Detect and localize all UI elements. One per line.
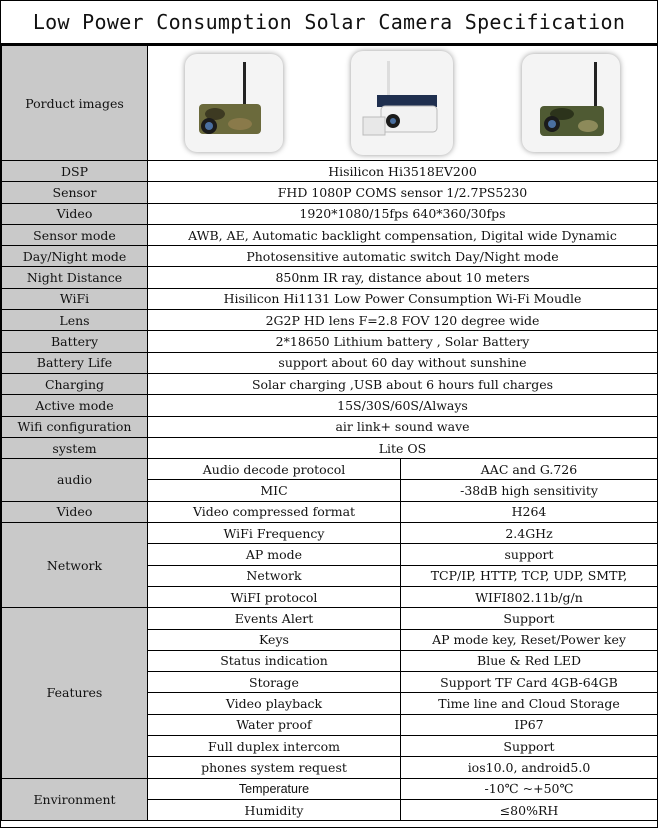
table-row (2, 608, 658, 629)
camera-green-camo-image (522, 54, 620, 152)
item-name: WiFI protocol (148, 586, 401, 607)
row-value: Hisilicon Hi3518EV200 (148, 161, 658, 182)
item-name: MIC (148, 480, 401, 501)
group-label-audio: audio (2, 459, 148, 502)
item-name: Audio decode protocol (148, 459, 401, 480)
row-value: 2G2P HD lens F=2.8 FOV 120 degree wide (148, 310, 658, 331)
row-label: Day/Night mode (2, 246, 148, 267)
table-row (2, 352, 658, 373)
table-row (2, 331, 658, 352)
group-label-network: Network (2, 523, 148, 608)
item-value: -38dB high sensitivity (401, 480, 658, 501)
item-value: AAC and G.726 (401, 459, 658, 480)
row-label: Porduct images (2, 46, 148, 161)
row-label: Wifi configuration (2, 416, 148, 437)
item-value: Support TF Card 4GB-64GB (401, 672, 658, 693)
table-row (2, 416, 658, 437)
item-value: support (401, 544, 658, 565)
item-value: AP mode key, Reset/Power key (401, 629, 658, 650)
row-value: 1920*1080/15fps 640*360/30fps (148, 203, 658, 224)
item-value: Time line and Cloud Storage (401, 693, 658, 714)
item-value: Blue & Red LED (401, 650, 658, 671)
item-name: phones system request (148, 757, 401, 778)
table-row (2, 46, 658, 161)
table-row (2, 459, 658, 480)
camera-camo-image (185, 54, 283, 152)
item-name: Status indication (148, 650, 401, 671)
item-value: IP67 (401, 714, 658, 735)
row-value: support about 60 day without sunshine (148, 352, 658, 373)
item-value: ios10.0, android5.0 (401, 757, 658, 778)
item-name: Temperature (148, 778, 401, 799)
row-label: Sensor (2, 182, 148, 203)
group-label-video: Video (2, 501, 148, 522)
item-name: Video compressed format (148, 501, 401, 522)
row-label: Battery (2, 331, 148, 352)
item-value: Support (401, 608, 658, 629)
table-row (2, 288, 658, 309)
item-value: 2.4GHz (401, 523, 658, 544)
row-label: Night Distance (2, 267, 148, 288)
item-name: Events Alert (148, 608, 401, 629)
row-value: 850nm IR ray, distance about 10 meters (148, 267, 658, 288)
item-value: TCP/IP, HTTP, TCP, UDP, SMTP, (401, 565, 658, 586)
row-value: FHD 1080P COMS sensor 1/2.7PS5230 (148, 182, 658, 203)
table-row (2, 224, 658, 245)
item-name: Video playback (148, 693, 401, 714)
table-row (2, 395, 658, 416)
table-row (2, 310, 658, 331)
row-value: air link+ sound wave (148, 416, 658, 437)
table-row (2, 161, 658, 182)
table-row (2, 203, 658, 224)
table-row (2, 501, 658, 522)
item-name: Network (148, 565, 401, 586)
row-label: system (2, 437, 148, 458)
item-name: Full duplex intercom (148, 736, 401, 757)
item-value: WIFI802.11b/g/n (401, 586, 658, 607)
item-name: AP mode (148, 544, 401, 565)
group-label-features: Features (2, 608, 148, 778)
item-name: Water proof (148, 714, 401, 735)
item-name: WiFi Frequency (148, 523, 401, 544)
row-label: WiFi (2, 288, 148, 309)
product-images (148, 46, 658, 161)
row-value: Hisilicon Hi1131 Low Power Consumption Wi-Fi Moudle (148, 288, 658, 309)
row-value: Photosensitive automatic switch Day/Night mode (148, 246, 658, 267)
group-label-environment: Environment (2, 778, 148, 821)
table-row (2, 778, 658, 799)
row-label: Lens (2, 310, 148, 331)
page-title: Low Power Consumption Solar Camera Specification (1, 1, 657, 45)
item-value: H264 (401, 501, 658, 522)
row-label: Battery Life (2, 352, 148, 373)
row-value: 15S/30S/60S/Always (148, 395, 658, 416)
item-name: Storage (148, 672, 401, 693)
row-label: Sensor mode (2, 224, 148, 245)
row-value: AWB, AE, Automatic backlight compensation, Digital wide Dynamic (148, 224, 658, 245)
item-value: Support (401, 736, 658, 757)
row-label: Active mode (2, 395, 148, 416)
table-row (2, 523, 658, 544)
row-label: Charging (2, 373, 148, 394)
row-label: Video (2, 203, 148, 224)
table-row (2, 267, 658, 288)
row-label: DSP (2, 161, 148, 182)
table-row (2, 437, 658, 458)
camera-white-image (351, 51, 453, 155)
table-row (2, 246, 658, 267)
row-value: Lite OS (148, 437, 658, 458)
row-value: Solar charging ,USB about 6 hours full charges (148, 373, 658, 394)
row-value: 2*18650 Lithium battery , Solar Battery (148, 331, 658, 352)
item-value: ≤80%RH (401, 799, 658, 820)
item-name: Humidity (148, 799, 401, 820)
table-row (2, 182, 658, 203)
spec-table (1, 45, 658, 821)
table-row (2, 373, 658, 394)
item-value: -10℃ ~+50℃ (401, 778, 658, 799)
item-name: Keys (148, 629, 401, 650)
